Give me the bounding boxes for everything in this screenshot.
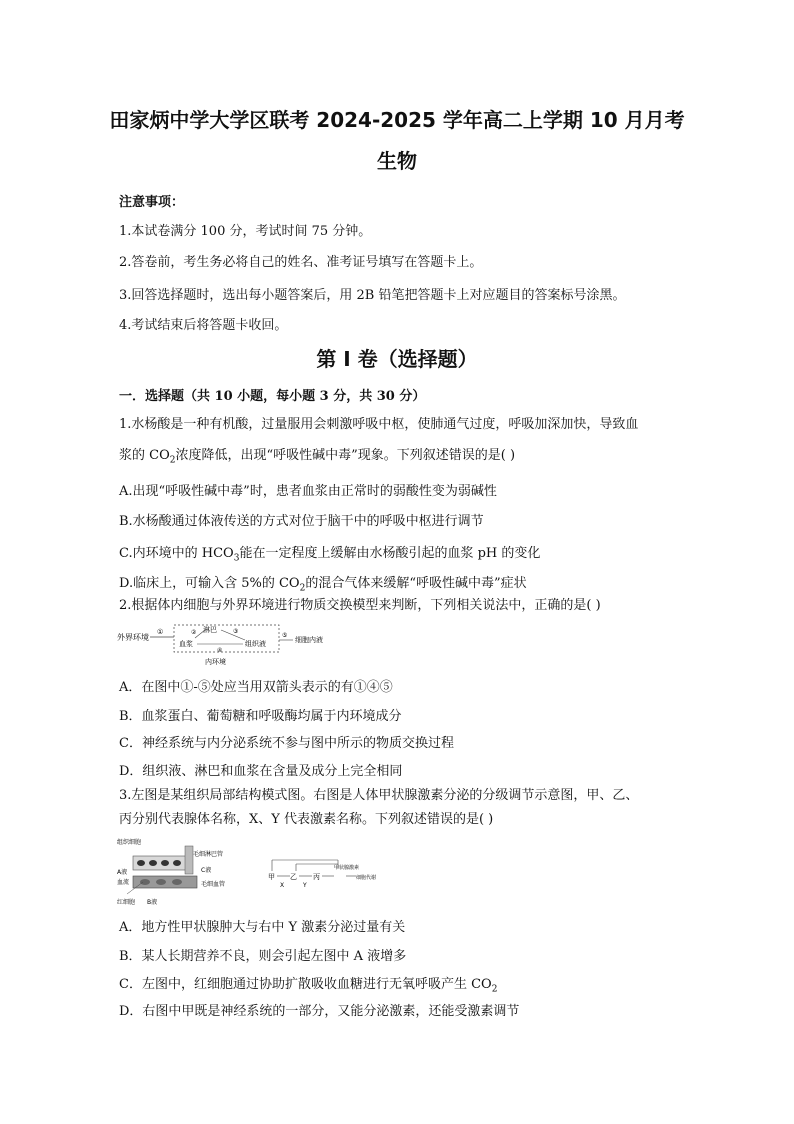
- note-item: 1.本试卷满分 100 分，考试时间 75 分钟。: [119, 224, 372, 239]
- svg-text:C液: C液: [201, 867, 212, 874]
- q1-stem-line2: 浆的 $CO_2$浓度降低，出现“呼吸性碱中毒”现象。下列叙述错误的是( ): [119, 448, 516, 466]
- exam-subject: 生物: [377, 149, 417, 173]
- q1-option-d: D.临床上，可输入含 5%的 $CO_2$的混合气体来缓解“呼吸性碱中毒”症状: [119, 576, 527, 594]
- q3-stem-line2: 丙分别代表腺体名称，X、Y 代表激素名称。下列叙述错误的是( ): [119, 812, 494, 827]
- svg-text:甲状腺激素: 甲状腺激素: [334, 865, 360, 871]
- svg-text:丙: 丙: [313, 873, 320, 881]
- q1-option-b: B.水杨酸通过体液传送的方式对位于脑干中的呼吸中枢进行调节: [119, 514, 484, 529]
- diagram-internal-env: 内环境: [205, 658, 226, 666]
- q2-option-d: D．组织液、淋巴和血浆在含量及成分上完全相同: [119, 764, 403, 779]
- note-item: 3.回答选择题时，选出每小题答案后，用 2B 铅笔把答题卡上对应题目的答案标号涂黑。: [119, 288, 626, 303]
- diagram-tissue-fluid: 组织液: [245, 640, 266, 648]
- note-item: 2.答卷前，考生务必将自己的姓名、准考证号填写在答题卡上。: [119, 255, 483, 270]
- exam-title: 田家炳中学大学区联考 2024-2025 学年高二上学期 10 月月考: [109, 108, 685, 132]
- q2-option-c: C．神经系统与内分泌系统不参与图中所示的物质交换过程: [119, 736, 454, 751]
- tissue-structure-diagram: [117, 836, 227, 908]
- diagram-lymph: 淋巴: [203, 626, 217, 634]
- svg-text:④: ④: [217, 647, 223, 654]
- note-item: 4.考试结束后将答题卡收回。: [119, 318, 288, 333]
- q1-stem-line1: 1.水杨酸是一种有机酸，过量服用会刺激呼吸中枢，使肺通气过度，呼吸加深加快，导致血: [119, 417, 639, 432]
- q3-stem-line1: 3.左图是某组织局部结构模式图。右图是人体甲状腺激素分泌的分级调节示意图，甲、乙、: [119, 788, 639, 803]
- svg-text:甲: 甲: [268, 873, 275, 881]
- exchange-model-diagram: [117, 622, 332, 668]
- q3-option-c: C．左图中，红细胞通过协助扩散吸收血糖进行无氧呼吸产生 $CO_2$: [119, 977, 498, 995]
- svg-text:毛细淋巴管: 毛细淋巴管: [193, 851, 224, 858]
- diagram-plasma: 血浆: [179, 640, 193, 648]
- svg-text:B液: B液: [147, 899, 158, 906]
- svg-text:乙: 乙: [290, 873, 297, 881]
- svg-text:③: ③: [233, 628, 239, 635]
- notes-heading: 注意事项：: [119, 195, 185, 210]
- svg-text:细胞代谢: 细胞代谢: [356, 875, 377, 881]
- q3-option-d: D．右图中甲既是神经系统的一部分，又能分泌激素，还能受激素调节: [119, 1004, 520, 1019]
- svg-text:血流: 血流: [117, 879, 130, 886]
- svg-text:组织细胞: 组织细胞: [117, 839, 142, 846]
- svg-text:毛细血管: 毛细血管: [201, 881, 226, 888]
- q2-stem: 2.根据体内细胞与外界环境进行物质交换模型来判断，下列相关说法中，正确的是( ): [119, 598, 601, 613]
- section-heading: 一．选择题（共 10 小题，每小题 3 分，共 30 分）: [119, 389, 426, 404]
- thyroid-regulation-diagram: [268, 855, 378, 895]
- svg-text:X: X: [280, 882, 285, 889]
- svg-text:①: ①: [157, 628, 164, 636]
- q3-option-b: B．某人长期营养不良，则会引起左图中 A 液增多: [119, 949, 407, 964]
- svg-text:②: ②: [191, 629, 197, 636]
- diagram-cell-fluid: 细胞内液: [295, 636, 323, 644]
- svg-text:A液: A液: [117, 869, 128, 876]
- svg-text:⑤: ⑤: [282, 632, 288, 639]
- q1-option-a: A.出现“呼吸性碱中毒”时，患者血浆由正常时的弱酸性变为弱碱性: [119, 484, 497, 499]
- q1-option-c: C.内环境中的 $HCO_3$能在一定程度上缓解由水杨酸引起的血浆 pH 的变化: [119, 546, 541, 564]
- svg-text:Y: Y: [303, 882, 307, 889]
- diagram-outer-env: 外界环境: [117, 633, 149, 642]
- part-title: 第 I 卷（选择题）: [316, 347, 478, 371]
- q3-option-a: A．地方性甲状腺肿大与右中 Y 激素分泌过量有关: [119, 920, 406, 935]
- q2-option-a: A．在图中①-⑤处应当用双箭头表示的有①④⑤: [119, 680, 393, 695]
- q2-option-b: B．血浆蛋白、葡萄糖和呼吸酶均属于内环境成分: [119, 709, 402, 724]
- svg-text:红细胞: 红细胞: [117, 899, 136, 906]
